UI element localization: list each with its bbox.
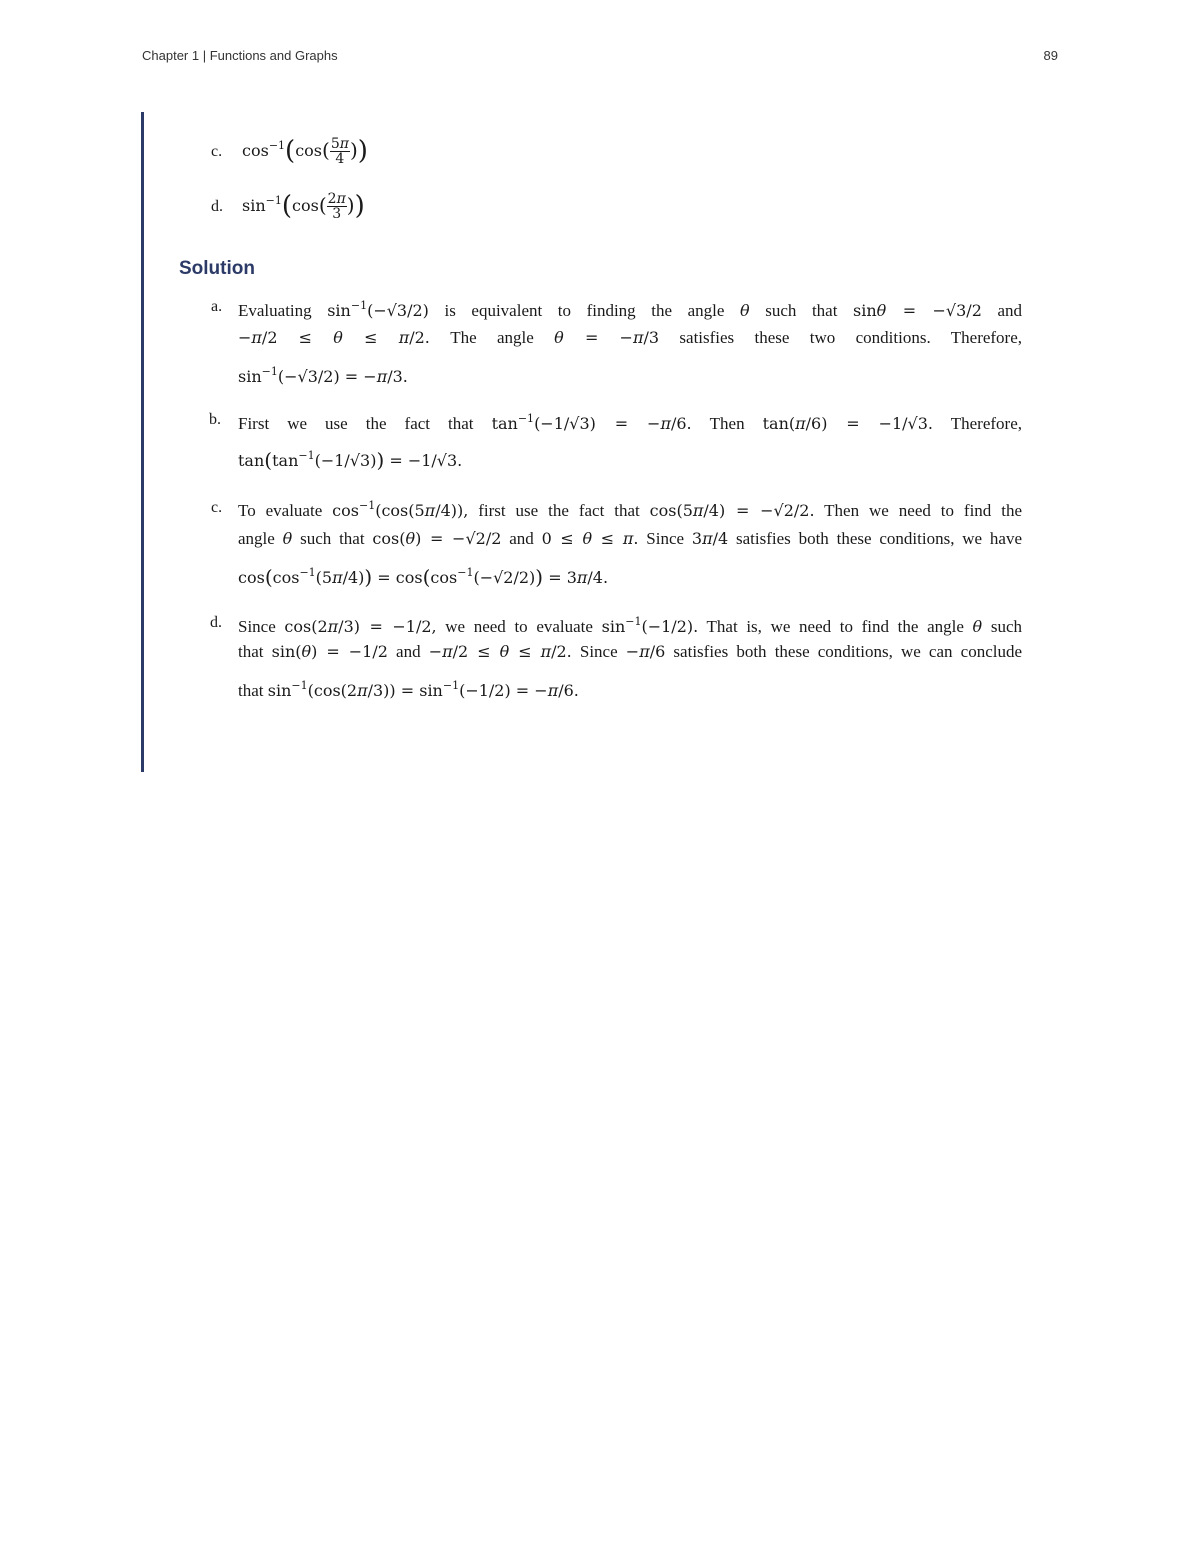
solution-c-line-3: $\cos(\cos^{-1}(5\pi/4)) = \cos(\cos^{-1}(-√2/2)) = 3\pi/4$.: [238, 565, 609, 589]
problem-d-label: d.: [211, 198, 223, 215]
solution-a-line-3: $\sin^{-1}(-√3/2) = -\pi/3$.: [238, 365, 408, 386]
problem-d-expression: $\sin^{-1}(\cos$( $\frac{2\pi}{3}$ )): [242, 191, 365, 222]
page-number: 89: [1043, 48, 1058, 63]
problem-c-label: c.: [211, 143, 223, 160]
solution-a-line-1: Evaluating $\sin^{-1}(-√3/2)$ is equivalent to finding the angle θ such that sinθ = −√3/2 and: [238, 299, 1022, 320]
solution-d-line-2: that sin(θ) = −1/2 and −π/2 ≤ θ ≤ π/2. Since −π/6 satisfies both these conditions, we can conclude: [238, 642, 1023, 661]
solution-b-line-2: $\tan(\tan^{-1}(-1/√3)) = -1/√3$.: [238, 448, 463, 472]
solution-c-line-2: angle θ such that cos(θ) = −√2/2 and 0 ≤ θ ≤ π. Since 3π/4 satisfies both these conditions, we have: [238, 529, 1023, 548]
chapter-title: Chapter 1 | Functions and Graphs: [142, 48, 338, 63]
solution-d-line-1: Since cos(2π/3) = −1/2, we need to evaluate $\sin^{-1}(-1/2)$. That is, we need to find the angle θ such: [238, 615, 1022, 636]
solution-a-line-2: −π/2 ≤ θ ≤ π/2. The angle θ = −π/3 satisfies these two conditions. Therefore,: [238, 328, 1023, 347]
solution-heading: Solution: [179, 258, 255, 279]
solution-d-line-3: that $\sin^{-1}(\cos(2\pi/3)) = \sin^{-1}(-1/2) = -\pi/6$.: [238, 679, 579, 700]
solution-b-line-1: First we use the fact that $\tan^{-1}(-1/√3) = -\pi/6$. Then tan(π/6) = −1/√3. Therefore,: [238, 412, 1022, 433]
solution-c-line-1: To evaluate $\cos^{-1}(\cos(5\pi/4))$, first use the fact that cos(5π/4) = −√2/2. Then we need to find the: [238, 499, 1022, 520]
solution-a-label: a.: [211, 298, 223, 315]
solution-c-label: c.: [211, 499, 223, 516]
problem-c-expression: $\cos^{-1}(\cos$( $\frac{5\pi}{4}$ )): [242, 136, 368, 167]
example-side-bar: [141, 112, 144, 772]
solution-d-label: d.: [210, 614, 222, 631]
solution-b-label: b.: [209, 411, 221, 428]
